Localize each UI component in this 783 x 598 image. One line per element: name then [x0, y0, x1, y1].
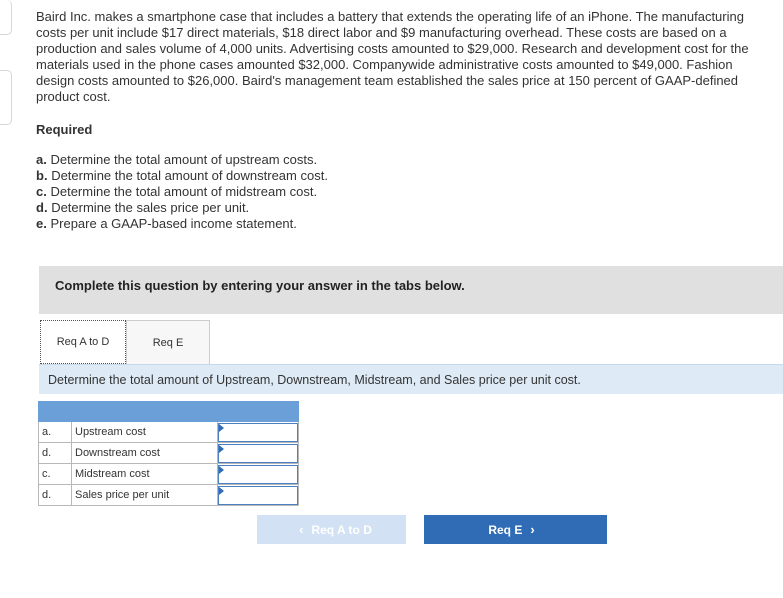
- chevron-right-icon: ›: [530, 522, 535, 537]
- tab-req-a-to-d[interactable]: Req A to D: [40, 320, 126, 364]
- prev-tab-label: Req A to D: [311, 522, 372, 537]
- row-label: Sales price per unit: [72, 485, 218, 506]
- chevron-left-icon: ‹: [299, 522, 304, 537]
- prev-tab-button[interactable]: [257, 515, 406, 544]
- row-letter: c.: [39, 464, 72, 485]
- row-letter: d.: [39, 443, 72, 464]
- tab-req-e[interactable]: Req E: [126, 320, 210, 364]
- requirement-item: a. Determine the total amount of upstream costs.: [36, 152, 318, 167]
- problem-statement: [36, 9, 771, 105]
- row-label: Upstream cost: [72, 422, 218, 443]
- answer-table: [38, 401, 299, 506]
- row-letter: d.: [39, 485, 72, 506]
- complete-banner: [39, 266, 783, 314]
- upstream-cost-input[interactable]: [218, 423, 298, 442]
- table-row: [39, 485, 299, 506]
- instruction-text: Determine the total amount of Upstream, Downstream, Midstream, and Sales price per unit cost.: [48, 373, 581, 387]
- side-tab-middle[interactable]: [0, 70, 12, 125]
- complete-prompt: Complete this question by entering your answer in the tabs below.: [55, 278, 465, 293]
- problem-text: Baird Inc. makes a smartphone case that includes a battery that extends the operating life of an iPhone. The manufacturing costs per unit include $17 direct materials, $18 direct labor and $9 manufacturing overhead. These costs are based on a production and sales volume of 4,000 units. Advertising costs amounted to $29,000. Research and development cost for the materials used in the phone cases amounted $32,000. Companywide administrative costs amounted to $49,000. Fashion design costs amounted to $26,000. Baird's management team established the sales price at 150 percent of GAAP-defined product cost.: [36, 9, 749, 104]
- requirement-item: d. Determine the sales price per unit.: [36, 200, 250, 215]
- downstream-cost-input[interactable]: [218, 444, 298, 463]
- row-label: Downstream cost: [72, 443, 218, 464]
- requirements-list: [36, 152, 328, 232]
- requirement-item: b. Determine the total amount of downstream cost.: [36, 168, 328, 183]
- row-label: Midstream cost: [72, 464, 218, 485]
- requirement-item: e. Prepare a GAAP-based income statement.: [36, 216, 297, 231]
- instruction-bar: [39, 364, 783, 394]
- table-header-row: [39, 402, 299, 422]
- sales-price-per-unit-input[interactable]: [218, 486, 298, 505]
- table-row: [39, 464, 299, 485]
- row-letter: a.: [39, 422, 72, 443]
- table-row: [39, 422, 299, 443]
- next-tab-button[interactable]: [424, 515, 607, 544]
- side-tab-top[interactable]: [0, 0, 12, 35]
- requirement-item: c. Determine the total amount of midstream cost.: [36, 184, 318, 199]
- table-row: [39, 443, 299, 464]
- midstream-cost-input[interactable]: [218, 465, 298, 484]
- next-tab-label: Req E: [488, 522, 523, 537]
- required-heading: Required: [36, 122, 93, 137]
